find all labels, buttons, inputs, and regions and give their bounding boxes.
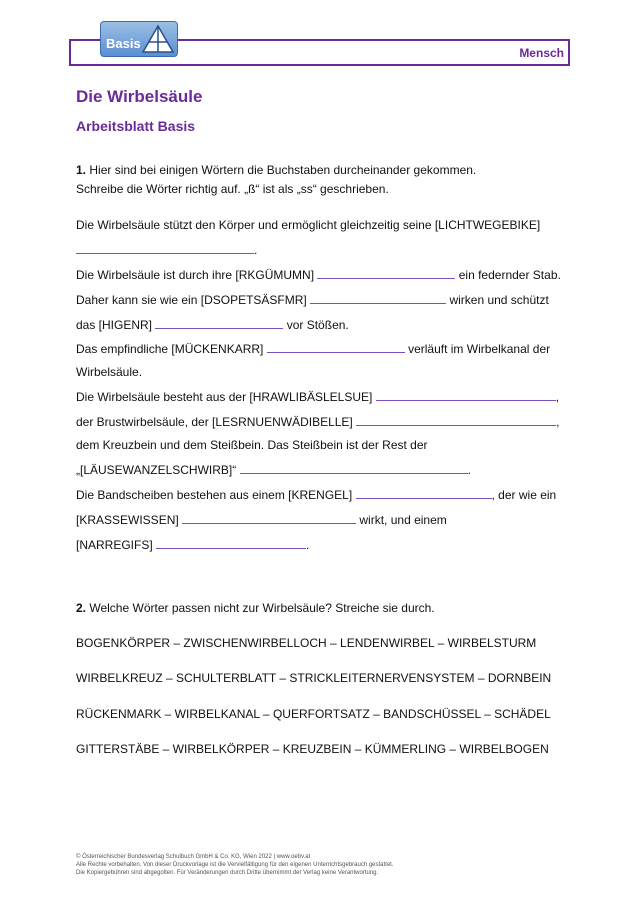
exercise-text: [NARREGIFS] xyxy=(76,538,153,552)
word-row[interactable]: GITTERSTÄBE – WIRBELKÖRPER – KREUZBEIN – KÜMMERLING – WIRBELBOGEN xyxy=(76,742,549,756)
exercise-line xyxy=(76,317,349,332)
basis-logo xyxy=(100,21,178,57)
task2-instruction xyxy=(76,601,435,615)
exercise-line xyxy=(76,267,561,282)
exercise-text: ein federnder Stab. xyxy=(458,268,561,282)
exercise-text: Die Wirbelsäule besteht aus der [HRAWLIBÄSLELSUE] xyxy=(76,390,373,404)
answer-blank[interactable] xyxy=(310,292,446,304)
footer-line: © Österreichischer Bundesverlag Schulbuch GmbH & Co. KG, Wien 2022 | www.oebv.at xyxy=(76,854,311,860)
word-row[interactable]: WIRBELKREUZ – SCHULTERBLATT – STRICKLEITERNERVENSYSTEM – DORNBEIN xyxy=(76,671,552,685)
logo-text: Basis xyxy=(106,36,141,51)
page-title: Die Wirbelsäule xyxy=(76,87,203,106)
task1-instruction xyxy=(76,163,476,177)
exercise-text: , der wie ein xyxy=(491,488,557,502)
answer-blank[interactable] xyxy=(356,414,556,426)
exercise-text: . xyxy=(467,463,471,477)
exercise-text: Das empfindliche [MÜCKENKARR] xyxy=(76,342,264,356)
answer-blank[interactable] xyxy=(240,462,468,474)
footer-line: Alle Rechte vorbehalten. Von dieser Druckvorlage ist die Vervielfältigung für den eigenen Unterrichtsgebrauch gestattet. xyxy=(76,862,394,868)
answer-blank[interactable] xyxy=(155,317,283,329)
footer-line: Die Kopiergebühren sind abgegolten. Für Veränderungen durch Dritte übernimmt der Verlag keine Verantwortung. xyxy=(76,870,379,876)
pyramid-icon xyxy=(141,24,175,54)
exercise-line xyxy=(76,218,540,232)
exercise-text: wirken und schützt xyxy=(449,293,549,307)
exercise-text: . xyxy=(254,243,258,257)
page-subtitle: Arbeitsblatt Basis xyxy=(76,118,196,134)
exercise-text: das [HIGENR] xyxy=(76,318,153,332)
exercise-line xyxy=(76,438,428,452)
exercise-line xyxy=(76,389,559,404)
subject-label: Mensch xyxy=(519,46,564,60)
exercise-line xyxy=(76,537,309,552)
answer-blank[interactable] xyxy=(267,341,405,353)
exercise-line xyxy=(76,487,556,502)
task2-number: 2. xyxy=(76,601,87,615)
word-row[interactable]: RÜCKENMARK – WIRBELKANAL – QUERFORTSATZ – BANDSCHÜSSEL – SCHÄDEL xyxy=(76,707,551,721)
exercise-text: Die Bandscheiben bestehen aus einem [KRENGEL] xyxy=(76,488,353,502)
exercise-text: vor Stößen. xyxy=(286,318,349,332)
exercise-line xyxy=(76,512,447,527)
exercise-text: Wirbelsäule. xyxy=(76,365,143,379)
copyright-footer xyxy=(76,853,394,877)
exercise-text: dem Kreuzbein und dem Steißbein. Das Steißbein ist der Rest der xyxy=(76,438,428,452)
exercise-line xyxy=(76,462,471,477)
exercise-text: wirkt, und einem xyxy=(359,513,447,527)
exercise-line xyxy=(76,365,142,379)
exercise-text: Die Wirbelsäule stützt den Körper und ermöglicht gleichzeitig seine [LICHTWEGEBIKE] xyxy=(76,218,541,232)
exercise-line xyxy=(76,414,559,429)
answer-blank[interactable] xyxy=(76,242,254,254)
answer-blank[interactable] xyxy=(317,267,455,279)
exercise-text: „[LÄUSEWANZELSCHWIRB]“ xyxy=(76,463,237,477)
exercise-text: , xyxy=(556,415,560,429)
answer-blank[interactable] xyxy=(356,487,492,499)
exercise-line xyxy=(76,292,549,307)
task1-instruction-line-1: Hier sind bei einigen Wörtern die Buchstaben durcheinander gekommen. xyxy=(89,163,477,177)
exercise-line xyxy=(76,242,257,257)
exercise-text: der Brustwirbelsäule, der [LESRNUENWÄDIBELLE] xyxy=(76,415,353,429)
exercise-text: Die Wirbelsäule ist durch ihre [RKGÜMUMN] xyxy=(76,268,315,282)
task1-number: 1. xyxy=(76,163,87,177)
word-row[interactable]: BOGENKÖRPER – ZWISCHENWIRBELLOCH – LENDENWIRBEL – WIRBELSTURM xyxy=(76,636,537,650)
exercise-text: Daher kann sie wie ein [DSOPETSÄSFMR] xyxy=(76,293,307,307)
exercise-text: , xyxy=(555,390,560,404)
answer-blank[interactable] xyxy=(156,537,306,549)
task1-instruction-line-2: Schreibe die Wörter richtig auf. „ß“ ist als „ss“ geschrieben. xyxy=(76,182,389,196)
answer-blank[interactable] xyxy=(182,512,356,524)
exercise-text: . xyxy=(306,538,310,552)
exercise-text: [KRASSEWISSEN] xyxy=(76,513,179,527)
answer-blank[interactable] xyxy=(376,389,556,401)
exercise-line xyxy=(76,341,550,356)
exercise-text: verläuft im Wirbelkanal der xyxy=(408,342,551,356)
task2-instruction-text: Welche Wörter passen nicht zur Wirbelsäule? Streiche sie durch. xyxy=(89,601,435,615)
